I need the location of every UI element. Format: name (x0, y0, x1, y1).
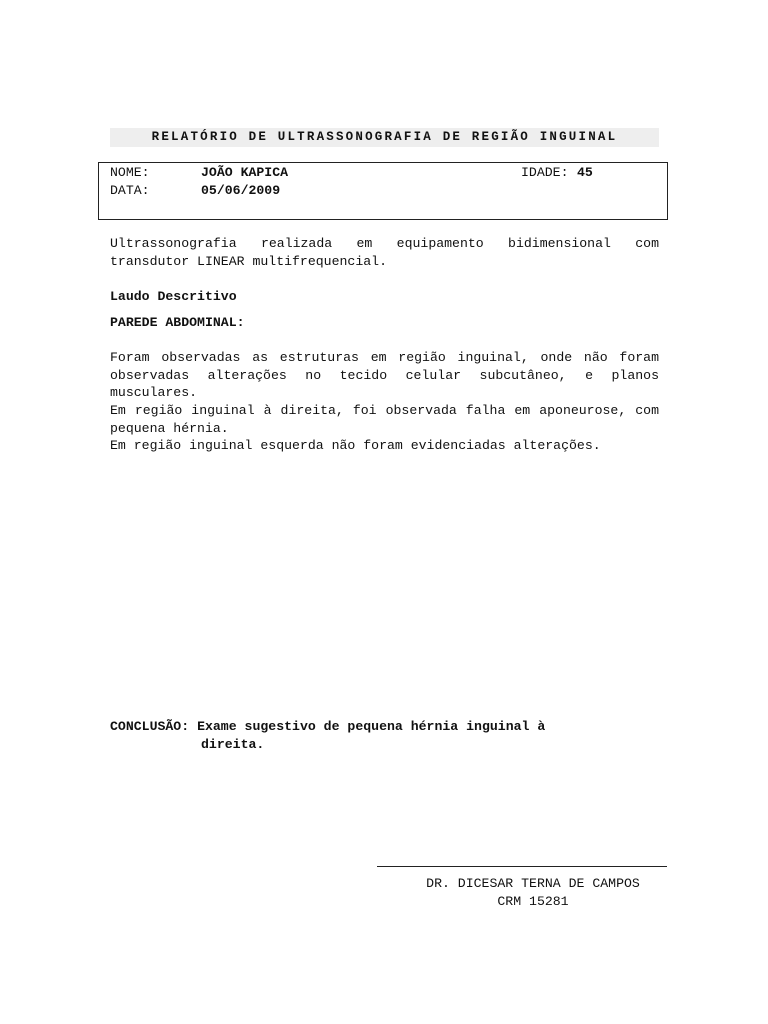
patient-age: 45 (577, 165, 593, 180)
section-heading: PAREDE ABDOMINAL: (110, 315, 245, 330)
intro-paragraph: Ultrassonografia realizada em equipamento bidimensional com transdutor LINEAR multifrequencial. (110, 236, 659, 269)
report-title: RELATÓRIO DE ULTRASSONOGRAFIA DE REGIÃO INGUINAL (110, 128, 659, 147)
doctor-crm: CRM 15281 (497, 894, 569, 909)
patient-name: JOÃO KAPICA (201, 165, 289, 180)
findings-paragraph-2: Em região inguinal à direita, foi observada falha em aponeurose, com pequena hérnia. (110, 403, 659, 436)
signature-line (377, 866, 667, 867)
name-label: NOME: (110, 165, 150, 180)
doctor-name: DR. DICESAR TERNA DE CAMPOS (426, 876, 640, 891)
conclusion (110, 718, 670, 754)
date-label: DATA: (110, 183, 150, 198)
findings-paragraph-1: Foram observadas as estruturas em região inguinal, onde não foram observadas alterações no tecido celular subcutâneo, e planos musculares. (110, 350, 659, 400)
age-label: IDADE: (521, 165, 569, 180)
conclusion-text-line1: Exame sugestivo de pequena hérnia inguinal à (197, 719, 546, 734)
conclusion-label: CONCLUSÃO: (110, 719, 190, 734)
conclusion-text-line2: direita. (201, 737, 265, 752)
exam-date: 05/06/2009 (201, 183, 281, 198)
laudo-heading: Laudo Descritivo (110, 289, 237, 304)
findings-paragraph-3: Em região inguinal esquerda não foram evidenciadas alterações. (110, 438, 601, 453)
